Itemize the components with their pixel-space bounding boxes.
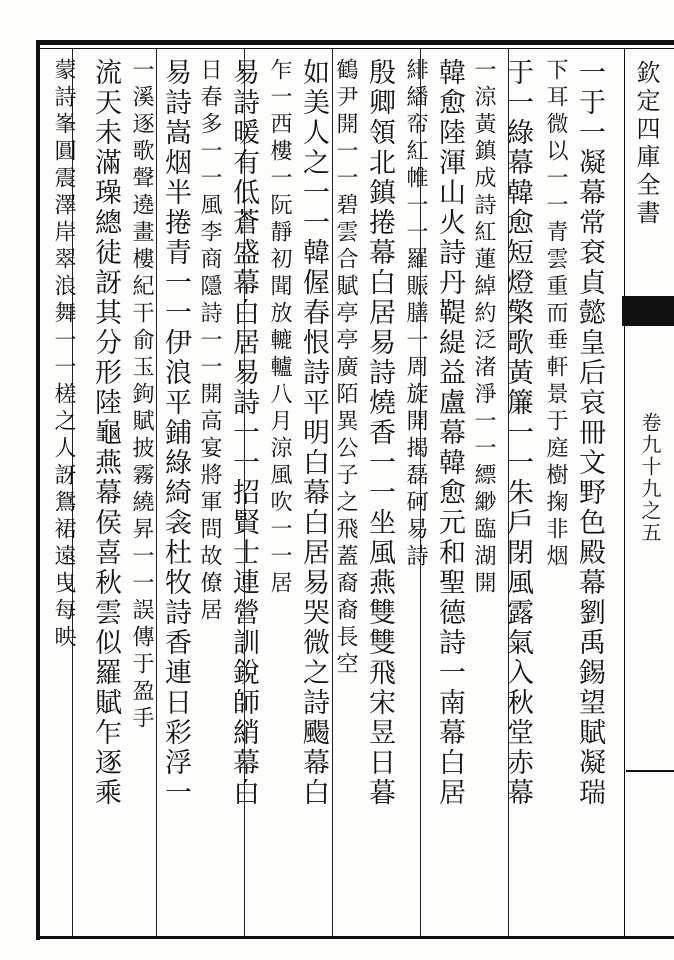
text-column-2: 下耳微以一一青雲重而垂軒景于庭樹掬非烟 — [543, 58, 568, 571]
text-column-1: 一于一凝幕常袞貞懿皇后哀冊文野色殿幕劉禹錫望賦凝瑞 — [574, 58, 605, 808]
text-column-5: 韓愈陸渾山火詩丹鞮緹益盧幕韓愈元和聖德詩一南幕白居 — [434, 58, 465, 808]
page-frame-top-border — [36, 40, 674, 45]
page-frame-bottom-border — [36, 936, 674, 939]
page-frame-left-border — [36, 40, 40, 940]
text-column-4: 一涼黃鎮成詩紅蓮綽約泛渚淨一一縹緲臨湖開 — [471, 58, 496, 598]
text-column-11: 易詩暖有低蒼盛幕白居易詩一一招賢士連營訓銳師綃幕白 — [228, 58, 259, 808]
page-frame-inner-top-border — [36, 48, 674, 49]
text-column-12: 日春多一一風李商隱詩一一開高宴將軍問故僚居 — [197, 58, 222, 625]
text-column-14: 一溪逐歌聲遶畫樓紀干俞玉鉤賦披霧繞昇一一誤傳于盈手 — [129, 58, 154, 733]
fishtail-lower-rule — [626, 770, 674, 772]
text-column-6: 緋繙帟紅帷一一羅賑膳一周旋開揭磊砢易詩 — [403, 58, 428, 571]
text-column-16: 蒙詩峯圓震澤岸翠浪舞一一槎之人訝鴛裙遠曳每映 — [51, 58, 76, 652]
text-column-8: 鶴尹開一一碧雲合賦亭亭廣陌異公子之飛蓋裔裔長空 — [333, 58, 358, 679]
text-column-15: 流天未滿璪總徒訝其分形陸龜燕幕侯喜秋雲似羅賦乍逐乘 — [90, 58, 121, 808]
text-column-9: 如美人之一一韓偓春恨詩平明白幕白居易哭微之詩颺幕白 — [298, 58, 329, 808]
text-column-7: 殷卿領北鎮捲幕白居易詩燒香一一坐風燕雙雙飛宋昱日暮 — [364, 58, 395, 808]
fishtail-mark — [622, 296, 674, 326]
banxin-border — [624, 48, 625, 936]
book-title: 欽定四庫全書 — [632, 60, 660, 228]
volume-label: 卷九十九之五 — [638, 412, 662, 544]
column-divider — [156, 48, 157, 936]
text-column-13: 易詩嵩烟半捲青一一伊浪平鋪綠綺衾杜牧詩香連日彩浮一 — [160, 58, 191, 808]
text-column-3: 于一綠幕韓愈短燈檠歌黃簾一一朱戶閉風露氣入秋堂赤幕 — [502, 58, 533, 808]
text-column-10: 乍一西樓一阮靜初聞放轆轤八月涼風吹一一居 — [267, 58, 292, 598]
